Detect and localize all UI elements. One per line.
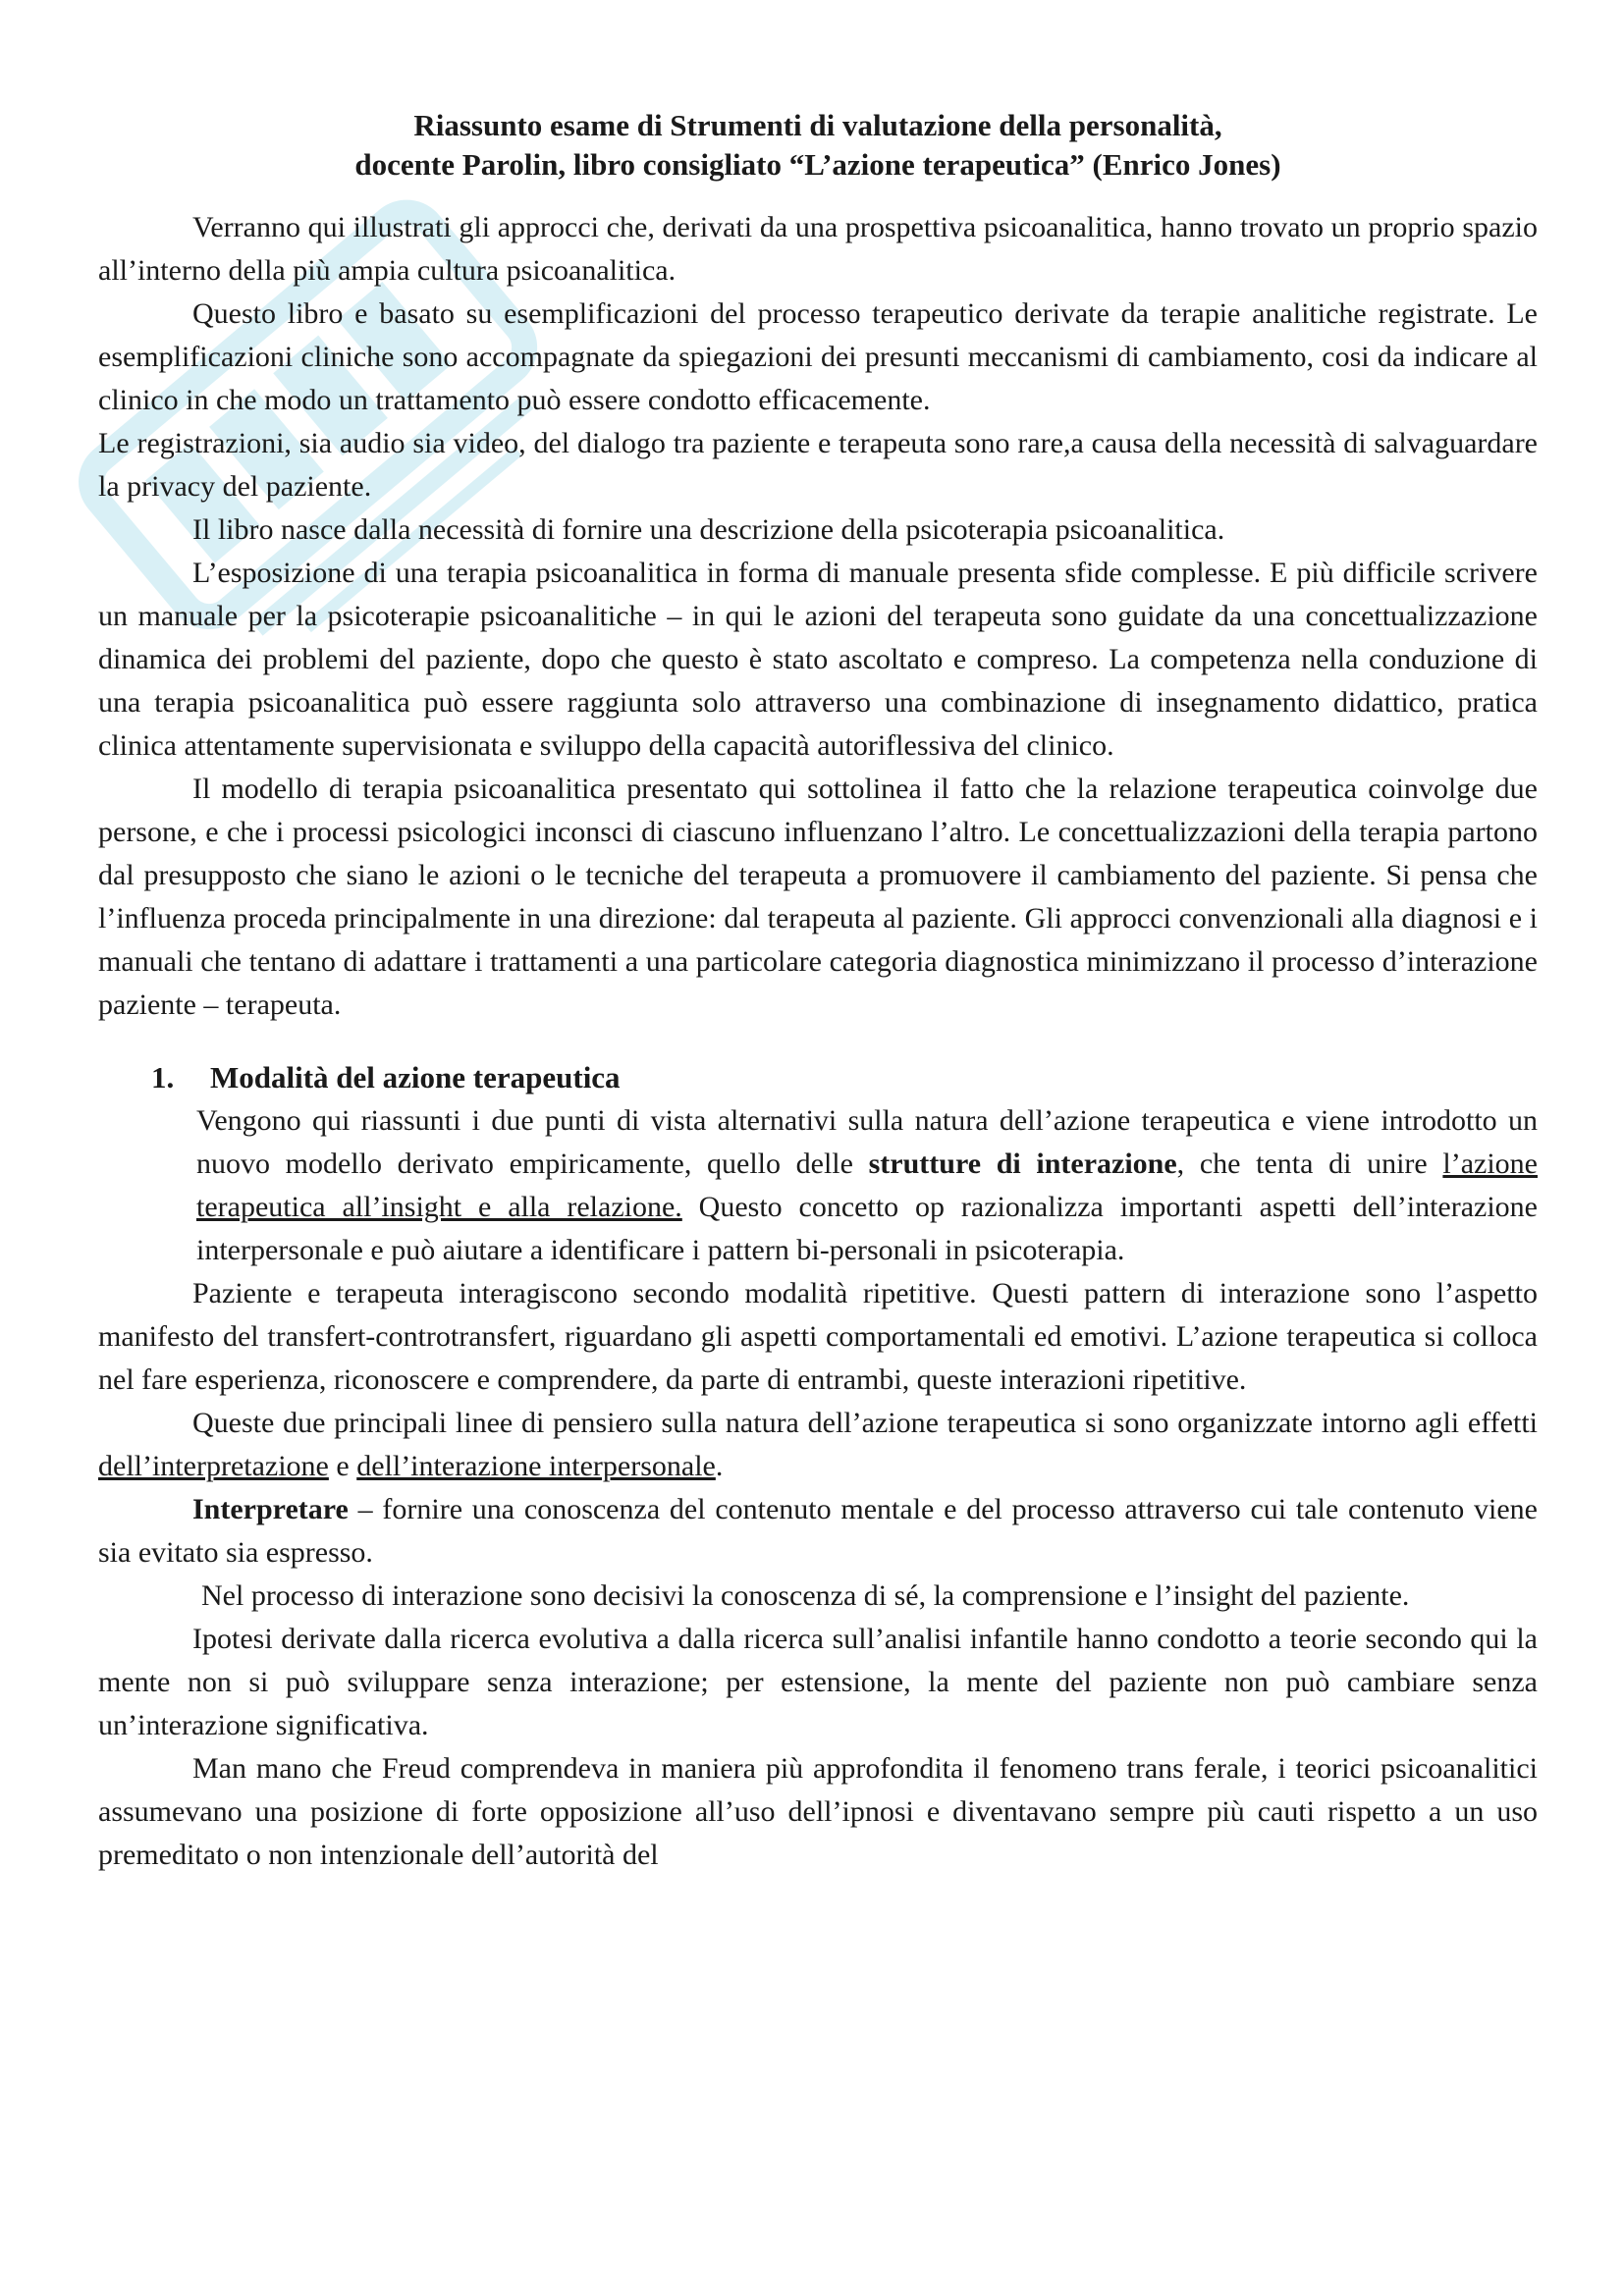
- underlined-phrase: dell’interazione interpersonale: [356, 1450, 716, 1482]
- section-1-paragraph-7: Man mano che Freud comprendeva in maniera più approfondita il fenomeno trans ferale, i teorici psicoanalitici assumevano una posizione di forte opposizione all’uso dell’ipnosi e diventavano sempre più cauti rispetto a un uso premeditato o non intenzionale dell’autorità del: [98, 1752, 1538, 1871]
- bold-term: strutture di interazione: [868, 1148, 1177, 1180]
- section-1-paragraph-1: [196, 1099, 1538, 1272]
- document-page: [98, 106, 1538, 1877]
- intro-paragraph-2: Questo libro e basato su esemplificazioni del processo terapeutico derivate da terapie analitiche registrate. Le esemplificazioni cliniche sono accompagnate da spiegazioni dei presunti meccanismi di cambiamento, cosi da indicare al clinico in che modo un trattamento può essere condotto efficacemente.: [98, 297, 1538, 416]
- text-run: .: [715, 1450, 724, 1482]
- intro-paragraph-1: Verranno qui illustrati gli approcci che, derivati da una prospettiva psicoanalitica, hanno trovato un proprio spazio all’interno della più ampia cultura psicoanalitica.: [98, 211, 1538, 287]
- section-1-paragraph-3: [98, 1402, 1538, 1488]
- section-1-paragraph-4: [98, 1488, 1538, 1575]
- title-line-2: docente Parolin, libro consigliato “L’azione terapeutica” (Enrico Jones): [354, 147, 1281, 182]
- intro-paragraph-6: Il modello di terapia psicoanalitica presentato qui sottolinea il fatto che la relazione terapeutica coinvolge due persone, e che i processi psicologici inconsci di ciascuno influenzano l’altro. Le concettualizzazioni della terapia partono dal presupposto che siano le azioni o le tecniche del terapeuta a promuovere il cambiamento del paziente. Si pensa che l’influenza proceda principalmente in una direzione: dal terapeuta al paziente. Gli approcci convenzionali alla diagnosi e i manuali che tentano di adattare i trattamenti a una particolare categoria diagnostica minimizzano il processo d’interazione paziente – terapeuta.: [98, 773, 1538, 1021]
- bold-term: Interpretare: [192, 1493, 349, 1525]
- text-run: e: [328, 1450, 357, 1482]
- section-1-paragraph-2: Paziente e terapeuta interagiscono secondo modalità ripetitive. Questi pattern di interazione sono l’aspetto manifesto del transfert-controtransfert, riguardano gli aspetti comportamentali ed emotivi. L’azione terapeutica si colloca nel fare esperienza, riconoscere e comprendere, da parte di entrambi, queste interazioni ripetitive.: [98, 1277, 1538, 1396]
- text-run: Vengono qui riassunti i due punti di vista alternativi sulla natura dell’azione terapeutica e viene introdotto un nuovo modello derivato empiricamente, quello delle: [196, 1104, 1538, 1180]
- intro-paragraph-3: Le registrazioni, sia audio sia video, del dialogo tra paziente e terapeuta sono rare,a causa della necessità di salvaguardare la privacy del paziente.: [98, 427, 1538, 503]
- underlined-phrase: l’azione terapeutica all’insight e alla relazione.: [196, 1148, 1538, 1223]
- document-title: [98, 106, 1538, 185]
- section-number: 1.: [151, 1060, 175, 1095]
- section-1-heading: [151, 1056, 1538, 1099]
- text-run: – fornire una conoscenza del contenuto mentale e del processo attraverso cui tale contenuto viene sia evitato sia espresso.: [98, 1493, 1538, 1569]
- intro-paragraph-4: Il libro nasce dalla necessità di fornire una descrizione della psicoterapia psicoanalitica.: [192, 513, 1225, 546]
- section-1-paragraph-5: Nel processo di interazione sono decisivi la conoscenza di sé, la comprensione e l’insight del paziente.: [201, 1579, 1410, 1612]
- intro-paragraph-5: L’esposizione di una terapia psicoanalitica in forma di manuale presenta sfide complesse. E più difficile scrivere un manuale per la psicoterapie psicoanalitiche – in qui le azioni del terapeuta sono guidate da una concettualizzazione dinamica dei problemi del paziente, dopo che questo è stato ascoltato e compreso. La competenza nella conduzione di una terapia psicoanalitica può essere raggiunta solo attraverso una combinazione di insegnamento didattico, pratica clinica attentamente supervisionata e sviluppo della capacità autoriflessiva del clinico.: [98, 557, 1538, 762]
- underlined-phrase: dell’interpretazione: [98, 1450, 329, 1482]
- text-run: Queste due principali linee di pensiero sulla natura dell’azione terapeutica si sono organizzate intorno agli effetti: [192, 1407, 1538, 1439]
- section-1-paragraph-6: Ipotesi derivate dalla ricerca evolutiva a dalla ricerca sull’analisi infantile hanno condotto a teorie secondo qui la mente non si può sviluppare senza interazione; per estensione, la mente del paziente non può cambiare senza un’interazione significativa.: [98, 1623, 1538, 1741]
- title-line-1: Riassunto esame di Strumenti di valutazione della personalità,: [413, 108, 1222, 142]
- section-title: Modalità del azione terapeutica: [210, 1060, 621, 1095]
- text-run: , che tenta di unire: [1176, 1148, 1443, 1180]
- text-run: Questo concetto op razionalizza importanti aspetti dell’interazione interpersonale e può aiutare a identificare i pattern bi-personali in psicoterapia.: [196, 1191, 1538, 1266]
